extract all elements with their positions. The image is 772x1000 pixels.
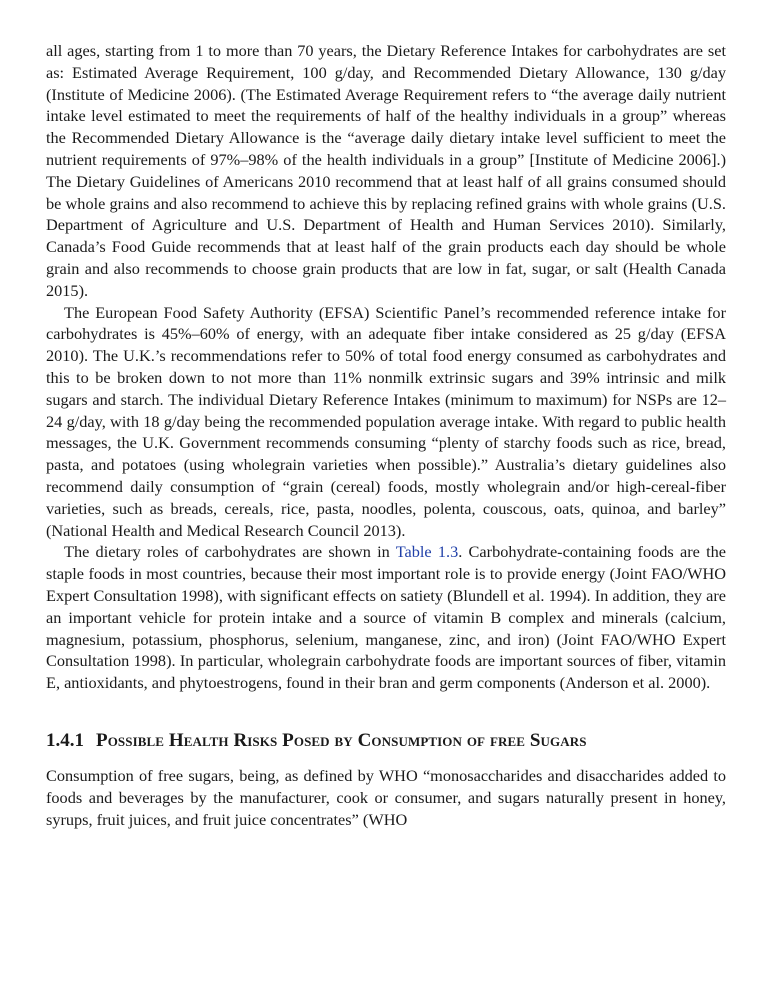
paragraph-dietary-roles <box>46 541 726 694</box>
section-number: 1.4.1 <box>46 729 84 751</box>
table-1-3-link[interactable]: Table 1.3 <box>395 542 459 562</box>
section-heading <box>46 729 726 753</box>
paragraph-free-sugars: Consumption of free sugars, being, as defined by WHO “monosaccharides and disaccharides added to foods and beverages by the manufacturer, cook or consumer, and sugars naturally present in honey, syrups, fruit juices, and fruit juice concentrates” (WHO <box>46 765 726 829</box>
section-title: Possible Health Risks Posed by Consumption of free Sugars <box>96 729 587 751</box>
paragraph-dietary-reference-intakes: all ages, starting from 1 to more than 70 years, the Dietary Reference Intakes for carbohydrates are set as: Estimated Average Requirement, 100 g/day, and Recommended Dietary Allowance, 130 g/day (Institute of Medicine 2006). (The Estimated Average Requirement refers to “the average daily nutrient intake level estimated to meet the requirements of half of the healthy individuals in a group” whereas the Recommended Dietary Allowance is the “average daily dietary intake level sufficient to meet the nutrient requirements of 97%–98% of the health individuals in a group” [Institute of Medicine 2006].) The Dietary Guidelines of Americans 2010 recommend that at least half of all grains consumed should be whole grains and also recommend to achieve this by replacing refined grains with whole grains (U.S. Department of Agriculture and U.S. Department of Health and Human Services 2010). Similarly, Canada’s Food Guide recommends that at least half of the grain products each day should be whole grain and also recommends to choose grain products that are low in fat, sugar, or salt (Health Canada 2015). <box>46 41 726 300</box>
paragraph-text-after-link: . Carbohydrate-containing foods are the staple foods in most countries, because their most important role is to provide energy (Joint FAO/WHO Expert Consultation 1998), with significant effects on satiety (Blundell et al. 1994). In addition, they are an important vehicle for protein intake and a source of vitamin B complex and minerals (calcium, magnesium, potassium, phosphorus, selenium, manganese, zinc, and iron) (Joint FAO/WHO Expert Consultation 1998). In particular, wholegrain carbohydrate foods are important sources of fiber, vitamin E, antioxidants, and phytoestrogens, found in their bran and germ components (Anderson et al. 2000). <box>46 542 726 693</box>
paragraph-efsa-recommendations: The European Food Safety Authority (EFSA) Scientific Panel’s recommended reference intake for carbohydrates is 45%–60% of energy, with an adequate fiber intake considered as 25 g/day (EFSA 2010). The U.K.’s recommendations refer to 50% of total food energy consumed as carbohydrates and this to be broken down to not more than 11% nonmilk extrinsic sugars and 39% intrinsic and milk sugars and starch. The individual Dietary Reference Intakes (minimum to maximum) for NSPs are 12–24 g/day, with 18 g/day being the recommended population average intake. With regard to public health messages, the U.K. Government recommends consuming “plenty of starchy foods such as rice, bread, pasta, and potatoes (using wholegrain varieties when possible).” Australia’s dietary guidelines also recommend daily consumption of “grain (cereal) foods, mostly wholegrain and/or high-cereal-fiber varieties, such as breads, cereals, rice, pasta, noodles, polenta, couscous, oats, quinoa, and barley” (National Health and Medical Research Council 2013). <box>46 302 726 540</box>
document-page <box>46 40 726 830</box>
paragraph-text-before-link: The dietary roles of carbohydrates are shown in <box>64 542 396 562</box>
